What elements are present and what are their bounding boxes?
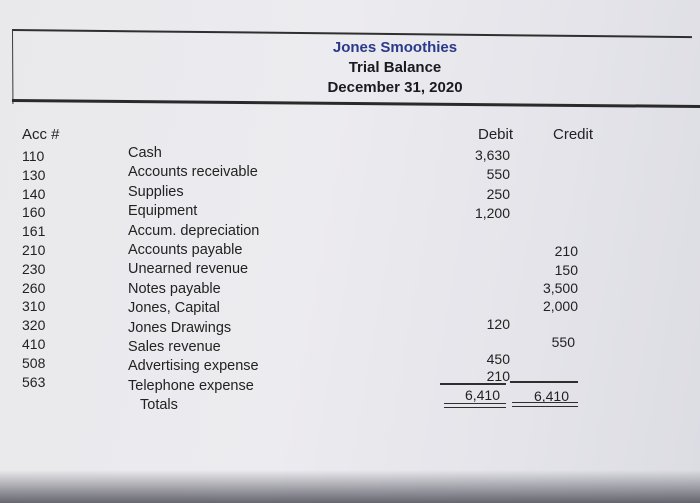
account-name: Sales revenue <box>128 339 221 356</box>
account-name: Jones, Capital <box>128 300 220 317</box>
acc-number: 563 <box>22 373 46 390</box>
report-title <box>300 38 490 98</box>
debit-amount: 450 <box>486 351 510 367</box>
account-name: Accounts receivable <box>128 164 258 181</box>
credit-amount: 210 <box>554 243 578 259</box>
acc-number: 410 <box>22 335 46 352</box>
account-name: Cash <box>128 145 162 161</box>
account-name-column <box>128 144 259 416</box>
account-name: Telephone expense <box>128 377 254 394</box>
account-name: Advertising expense <box>128 358 259 375</box>
debit-total-rule <box>440 383 506 385</box>
acc-number: 310 <box>22 298 46 315</box>
acc-number: 230 <box>22 260 46 277</box>
account-name: Supplies <box>128 183 184 200</box>
debit-amount: 3,630 <box>474 147 510 163</box>
credit-column-header: Credit <box>553 126 594 143</box>
credit-amount: 550 <box>551 334 575 350</box>
report-date: December 31, 2020 <box>327 79 463 96</box>
debit-amount: 1,200 <box>474 205 510 221</box>
credit-amount: 3,500 <box>542 280 578 296</box>
acc-number: 110 <box>22 148 45 164</box>
credit-total: 6,410 <box>533 388 569 404</box>
debit-amount: 120 <box>486 316 510 332</box>
acc-number: 140 <box>22 185 46 202</box>
credit-amount: 2,000 <box>542 298 578 314</box>
acc-column-header: Acc # <box>22 126 60 143</box>
account-name: Accounts payable <box>128 242 243 259</box>
acc-number: 161 <box>22 223 46 240</box>
credit-double-underline <box>512 402 578 407</box>
debit-amount: 250 <box>486 186 510 202</box>
account-number-column <box>22 147 45 391</box>
account-name: Equipment <box>128 203 198 220</box>
credit-amount: 150 <box>554 262 578 278</box>
account-name: Jones Drawings <box>128 319 232 336</box>
company-name: Jones Smoothies <box>332 39 458 56</box>
acc-number: 320 <box>22 317 46 334</box>
acc-number: 508 <box>22 354 46 371</box>
bottom-shadow <box>0 470 700 503</box>
account-name: Accum. depreciation <box>128 222 260 239</box>
debit-amount: 210 <box>486 368 510 384</box>
acc-number: 260 <box>22 279 46 296</box>
account-name: Notes payable <box>128 280 221 297</box>
report-name: Trial Balance <box>348 59 442 76</box>
acc-number: 210 <box>22 241 46 258</box>
acc-number: 160 <box>22 204 46 221</box>
totals-label: Totals <box>140 397 178 414</box>
debit-double-underline <box>444 403 506 408</box>
credit-total-rule <box>510 381 578 383</box>
acc-number: 130 <box>22 166 46 183</box>
debit-total: 6,410 <box>464 387 500 403</box>
account-name: Unearned revenue <box>128 261 249 278</box>
debit-column-header: Debit <box>478 126 514 143</box>
debit-amount: 550 <box>486 166 510 182</box>
